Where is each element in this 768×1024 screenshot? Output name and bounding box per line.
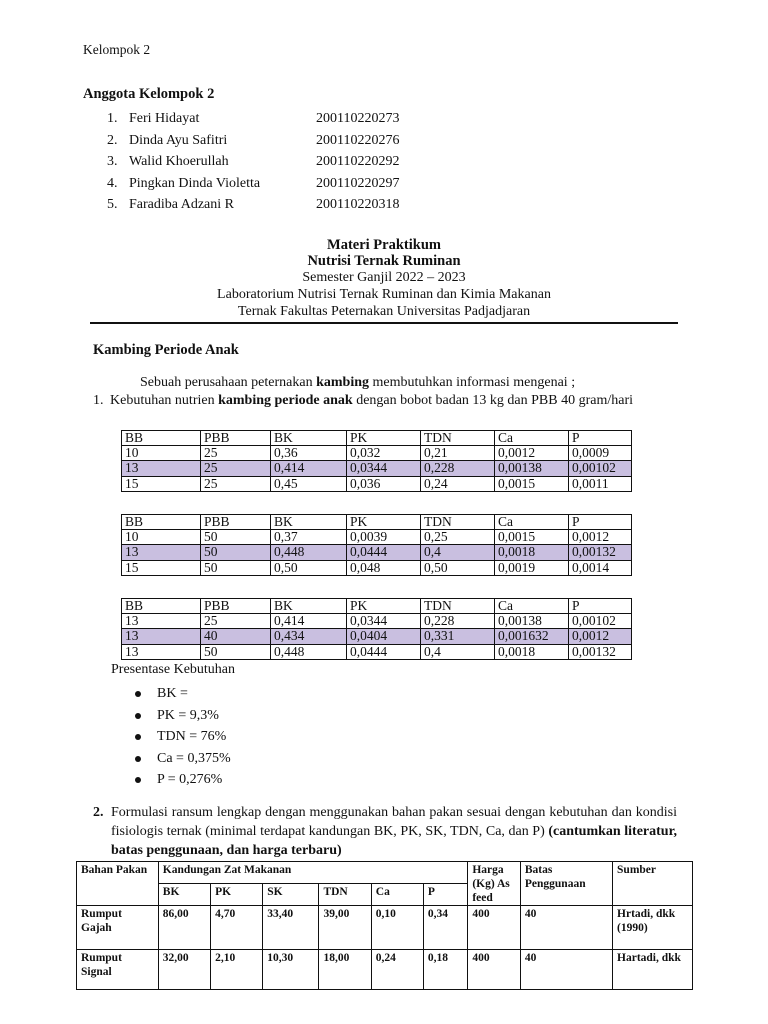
table-row (122, 530, 632, 545)
table-cell: 0,0344 (347, 614, 421, 629)
header-bahan: Bahan Pakan (77, 862, 159, 906)
table-cell: 13 (122, 614, 201, 629)
table-cell: 0,036 (347, 476, 421, 491)
bullet-icon (135, 756, 141, 762)
table-cell: 10,30 (263, 950, 319, 990)
list-item: Ca = 0,375% (135, 748, 231, 770)
title-divider (90, 322, 678, 324)
table-cell: 0,18 (423, 950, 467, 990)
table-cell: 4,70 (211, 906, 263, 950)
table-cell: 10 (122, 446, 201, 461)
table-cell: 0,0018 (495, 545, 569, 560)
table-cell: 32,00 (158, 950, 210, 990)
table-cell: BB (122, 515, 201, 530)
table-cell: 0,00102 (569, 461, 632, 476)
list-item: P = 0,276% (135, 769, 231, 791)
table-cell: PBB (201, 599, 271, 614)
table-cell: 25 (201, 461, 271, 476)
table-header-row (122, 431, 632, 446)
row-batas: 40 (520, 906, 612, 950)
table-cell: BB (122, 599, 201, 614)
doc-title: Materi Praktikum (327, 237, 441, 253)
table-cell: PK (347, 599, 421, 614)
header-pk: PK (211, 884, 263, 906)
table-cell: 33,40 (263, 906, 319, 950)
table-cell: BB (122, 431, 201, 446)
table-cell: BK (271, 515, 347, 530)
member-item: 1. Feri Hidayat 200110220273 (107, 111, 400, 126)
member-list (107, 108, 399, 216)
table-row (122, 560, 632, 575)
table-cell: 13 (122, 629, 201, 644)
question-1: 1. Kebutuhan nutrien kambing periode anak dengan bobot badan 13 kg dan PBB 40 gram/hari (93, 393, 634, 408)
table-cell: 0,50 (271, 560, 347, 575)
table-row (122, 629, 632, 644)
table-cell: 50 (201, 644, 271, 659)
table-row (122, 461, 632, 476)
list-item: PK = 9,3% (135, 705, 231, 727)
table-cell: 0,448 (271, 545, 347, 560)
question-2: 2. Formulasi ransum lengkap dengan menggunakan bahan pakan sesuai dengan kebutuhan dan kondisi fisiologis ternak (minimal terdapat kandungan BK, PK, SK, TDN, Ca, dan P) (cantumkan literatur, batas penggunaan, dan harga terbaru) (93, 805, 678, 858)
table-cell: 25 (201, 446, 271, 461)
table-cell: 0,228 (421, 461, 495, 476)
table-cell: P (569, 599, 632, 614)
table-cell: TDN (421, 431, 495, 446)
bullet-icon (135, 691, 141, 697)
table-cell: Ca (495, 431, 569, 446)
table-cell: 0,0012 (495, 446, 569, 461)
header-p: P (423, 884, 467, 906)
table-cell: Ca (495, 599, 569, 614)
doc-lab: Laboratorium Nutrisi Ternak Ruminan dan Kimia Makanan (217, 287, 551, 302)
table-row (122, 446, 632, 461)
table-cell: 13 (122, 644, 201, 659)
table-cell: 25 (201, 614, 271, 629)
table-cell: 0,0444 (347, 644, 421, 659)
table-cell: 50 (201, 530, 271, 545)
table-cell: 0,414 (271, 461, 347, 476)
requirement-table-2 (121, 514, 632, 576)
table-cell: 0,0015 (495, 476, 569, 491)
table-cell: BK (271, 431, 347, 446)
table-cell: 10 (122, 530, 201, 545)
bullet-icon (135, 713, 141, 719)
bullet-icon (135, 777, 141, 783)
header-batas: Batas Penggunaan (520, 862, 612, 906)
table-header-row (77, 862, 693, 884)
table-cell: 0,0444 (347, 545, 421, 560)
table-cell: 50 (201, 560, 271, 575)
header-tdn: TDN (319, 884, 371, 906)
table-cell: 0,0009 (569, 446, 632, 461)
doc-faculty: Ternak Fakultas Peternakan Universitas Padjadjaran (237, 304, 531, 319)
row-harga: 400 (468, 906, 521, 950)
table-cell: 0,00138 (495, 461, 569, 476)
table-row (122, 545, 632, 560)
table-cell: 25 (201, 476, 271, 491)
table-cell: 0,0344 (347, 461, 421, 476)
table-cell: 0,24 (421, 476, 495, 491)
table-cell: 0,032 (347, 446, 421, 461)
header-kandungan: Kandungan Zat Makanan (158, 862, 468, 884)
table-cell: PBB (201, 515, 271, 530)
table-cell: PK (347, 431, 421, 446)
table-cell: 0,37 (271, 530, 347, 545)
row-bahan: Rumput Signal (77, 950, 159, 990)
table-cell: 0,21 (421, 446, 495, 461)
table-cell: 2,10 (211, 950, 263, 990)
header-sk: SK (263, 884, 319, 906)
table-cell: 0,0014 (569, 560, 632, 575)
feed-table (76, 861, 693, 990)
table-cell: 0,00132 (569, 545, 632, 560)
doc-subtitle: Nutrisi Ternak Ruminan (307, 253, 461, 269)
table-cell: 0,0039 (347, 530, 421, 545)
table-cell: 86,00 (158, 906, 210, 950)
section-title: Kambing Periode Anak (93, 342, 239, 358)
table-cell: 0,25 (421, 530, 495, 545)
table-cell: BK (271, 599, 347, 614)
presentase-list (135, 683, 231, 791)
table-cell: 0,0012 (569, 530, 632, 545)
table-cell: 0,0011 (569, 476, 632, 491)
members-title: Anggota Kelompok 2 (83, 86, 215, 102)
table-cell: 0,4 (421, 644, 495, 659)
table-row (122, 614, 632, 629)
table-cell: 0,0015 (495, 530, 569, 545)
member-item: 2. Dinda Ayu Safitri 200110220276 (107, 132, 400, 148)
table-cell: 0,00102 (569, 614, 632, 629)
table-cell: 15 (122, 560, 201, 575)
table-cell: 18,00 (319, 950, 371, 990)
header-bk: BK (158, 884, 210, 906)
row-sumber: Hartadi, dkk (613, 950, 693, 990)
table-cell: Ca (495, 515, 569, 530)
row-batas: 40 (520, 950, 612, 990)
page-header: Kelompok 2 (83, 42, 151, 57)
table-cell: TDN (421, 515, 495, 530)
table-cell: 0,36 (271, 446, 347, 461)
table-cell: 0,00132 (569, 644, 632, 659)
table-cell: 50 (201, 545, 271, 560)
table-cell: 0,414 (271, 614, 347, 629)
header-sumber: Sumber (613, 862, 693, 906)
table-cell: PK (347, 515, 421, 530)
table-cell: 0,331 (421, 629, 495, 644)
table-cell: PBB (201, 431, 271, 446)
row-bahan: Rumput Gajah (77, 906, 159, 950)
table-header-row (122, 515, 632, 530)
presentase-title: Presentase Kebutuhan (111, 662, 236, 677)
table-cell: 0,4 (421, 545, 495, 560)
header-harga: Harga (Kg) As feed (468, 862, 521, 906)
table-cell: 0,45 (271, 476, 347, 491)
row-sumber: Hrtadi, dkk (1990) (613, 906, 693, 950)
table-cell: TDN (421, 599, 495, 614)
table-cell: 0,00138 (495, 614, 569, 629)
table-row (122, 476, 632, 491)
table-row (122, 644, 632, 659)
table-row (77, 950, 693, 990)
table-cell: 0,0012 (569, 629, 632, 644)
table-cell: 13 (122, 545, 201, 560)
table-cell: 0,001632 (495, 629, 569, 644)
row-harga: 400 (468, 950, 521, 990)
member-item: 3. Walid Khoerullah 200110220292 (107, 154, 400, 170)
table-row (77, 906, 693, 950)
table-cell: 0,50 (421, 560, 495, 575)
table-cell: 15 (122, 476, 201, 491)
table-cell: 0,228 (421, 614, 495, 629)
doc-semester: Semester Ganjil 2022 – 2023 (302, 270, 466, 285)
list-item: TDN = 76% (135, 726, 231, 748)
table-cell: 0,048 (347, 560, 421, 575)
table-cell: 40 (201, 629, 271, 644)
table-cell: 0,434 (271, 629, 347, 644)
member-item: 5. Faradiba Adzani R 200110220318 (107, 197, 400, 213)
member-item: 4. Pingkan Dinda Violetta 200110220297 (107, 175, 400, 191)
list-item: BK = (135, 683, 231, 705)
table-cell: P (569, 431, 632, 446)
intro-paragraph: Sebuah perusahaan peternakan kambing membutuhkan informasi mengenai ; (140, 375, 576, 390)
bullet-icon (135, 734, 141, 740)
table-cell: 39,00 (319, 906, 371, 950)
requirement-table-3 (121, 598, 632, 660)
table-cell: 0,24 (371, 950, 423, 990)
table-cell: 13 (122, 461, 201, 476)
table-cell: 0,0404 (347, 629, 421, 644)
table-cell: 0,0019 (495, 560, 569, 575)
requirement-table-1 (121, 430, 632, 492)
table-cell: 0,0018 (495, 644, 569, 659)
header-ca: Ca (371, 884, 423, 906)
table-cell: 0,448 (271, 644, 347, 659)
table-cell: P (569, 515, 632, 530)
table-cell: 0,10 (371, 906, 423, 950)
table-cell: 0,34 (423, 906, 467, 950)
table-header-row (122, 599, 632, 614)
